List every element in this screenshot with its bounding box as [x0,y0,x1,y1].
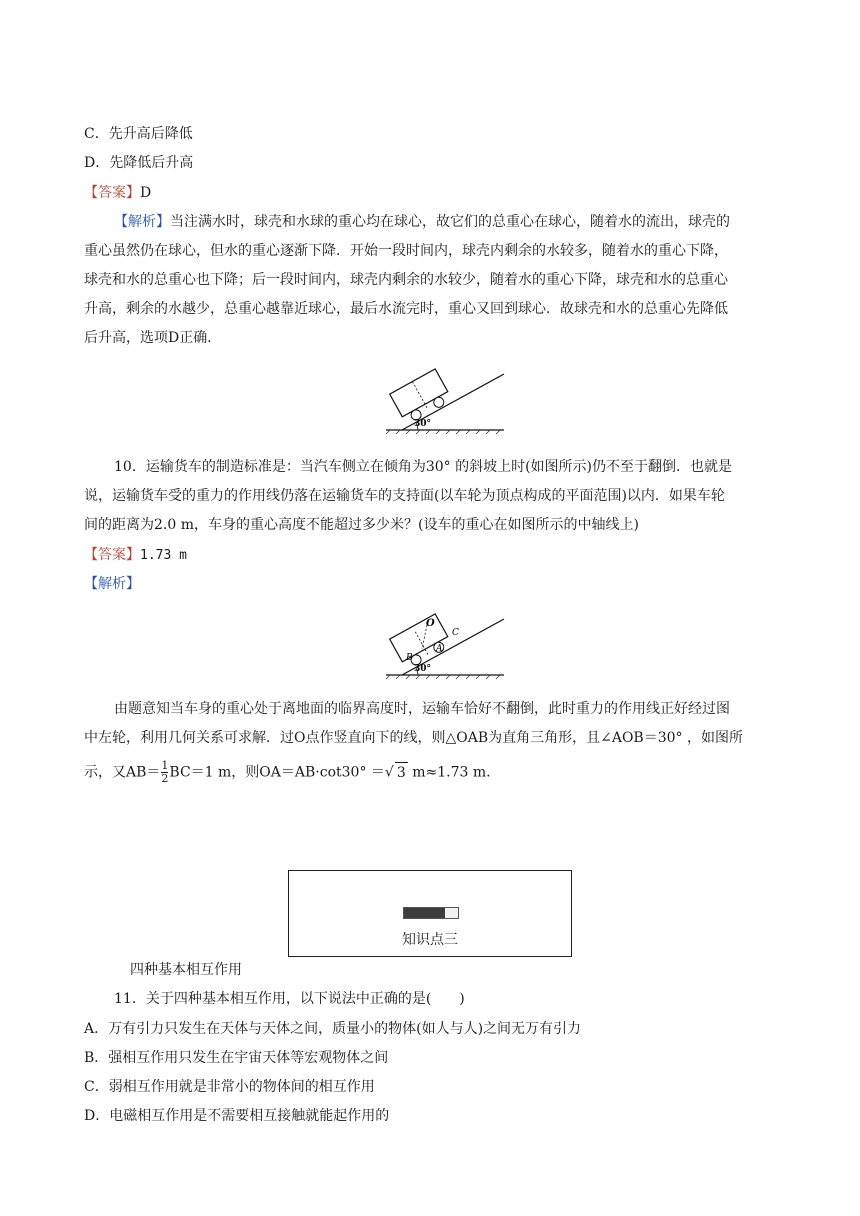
q9-analysis-line-3: 球壳和水的总重心也下降；后一段时间内，球壳内剩余的水较少，随着水的重心下降，球壳和水的总重心 [84,272,728,288]
knowledge-point-label: 知识点三 [402,932,458,948]
answer-value: 1.73 m [140,548,187,563]
truck-geometry-figure [380,605,510,681]
q10-solution-line-1: 由题意知当车身的重心处于离地面的临界高度时，运输车恰好不翻倒，此时重力的作用线正好经过图 [114,701,730,717]
progress-bar-fill [404,908,445,918]
solution-text: BC＝1 m，则OA＝AB·cot30° ＝ [169,764,385,781]
point-c-label: C [452,628,459,638]
solution-text: m≈1.73 m. [407,764,491,781]
analysis-tag: 【解析】 [84,576,140,592]
q9-analysis-line-1 [114,212,730,232]
q11-option-a: A．万有引力只发生在天体与天体之间，质量小的物体(如人与人)之间无万有引力 [84,1021,582,1037]
angle-label: 30° [414,419,432,429]
q11-stem: 11．关于四种基本相互作用，以下说法中正确的是( ) [114,991,465,1007]
point-b-label: B [406,653,413,663]
sqrt-symbol: √ [384,764,394,781]
knowledge-point-box [288,870,572,957]
q9-option-c: C．先升高后降低 [84,126,193,142]
angle-label: 30° [414,664,432,674]
q11-option-c: C．弱相互作用就是非常小的物体间的相互作用 [84,1079,375,1095]
q10-stem-line-1: 10．运输货车的制造标准是：当汽车侧立在倾角为30° 的斜坡上时(如图所示)仍不至于翻倒．也就是 [114,459,733,475]
section-title: 四种基本相互作用 [130,962,242,978]
q9-answer [84,183,151,203]
answer-tag: 【答案】 [84,185,140,201]
progress-bar [403,907,459,919]
q10-solution-line-2: 中左轮，利用几何关系可求解．过O点作竖直向下的线，则△OAB为直角三角形，且∠AOB＝30° ，如图所 [84,730,743,746]
sqrt-radicand: 3 [395,762,408,783]
fraction-one-half: $\frac{1}{2}$ [161,759,169,785]
point-o-label: O [426,618,435,629]
analysis-tag: 【解析】 [114,214,170,230]
q10-stem-line-3: 间的距离为2.0 m，车身的重心高度不能超过多少米？(设车的重心在如图所示的中轴线上) [84,517,639,533]
q10-analysis-tag-line [84,574,140,594]
q11-option-d: D．电磁相互作用是不需要相互接触就能起作用的 [84,1108,390,1124]
solution-text: 示，又AB＝ [84,764,161,781]
q10-stem-line-2: 说，运输货车受的重力的作用线仍落在运输货车的支持面(以车轮为顶点构成的平面范围)以内．如果车轮 [84,488,725,504]
analysis-text: 当注满水时，球壳和水球的重心均在球心，故它们的总重心在球心，随着水的流出，球壳的 [170,214,730,230]
q9-analysis-line-2: 重心虽然仍在球心，但水的重心逐渐下降．开始一段时间内，球壳内剩余的水较多，随着水的重心下降， [84,243,728,259]
answer-value: D [140,185,152,201]
q9-analysis-line-5: 后升高，选项D正确． [84,330,222,346]
truck-slope-figure [380,362,510,434]
q10-answer [84,545,187,566]
q10-solution-line-3 [84,760,491,785]
q9-analysis-line-4: 升高，剩余的水越少，总重心越靠近球心，最后水流完时，重心又回到球心．故球壳和水的总重心先降低 [84,301,728,317]
q9-option-d: D．先降低后升高 [84,155,194,171]
answer-tag: 【答案】 [84,547,140,563]
point-a-label: A [436,644,443,654]
q11-option-b: B．强相互作用只发生在宇宙天体等宏观物体之间 [84,1050,389,1066]
